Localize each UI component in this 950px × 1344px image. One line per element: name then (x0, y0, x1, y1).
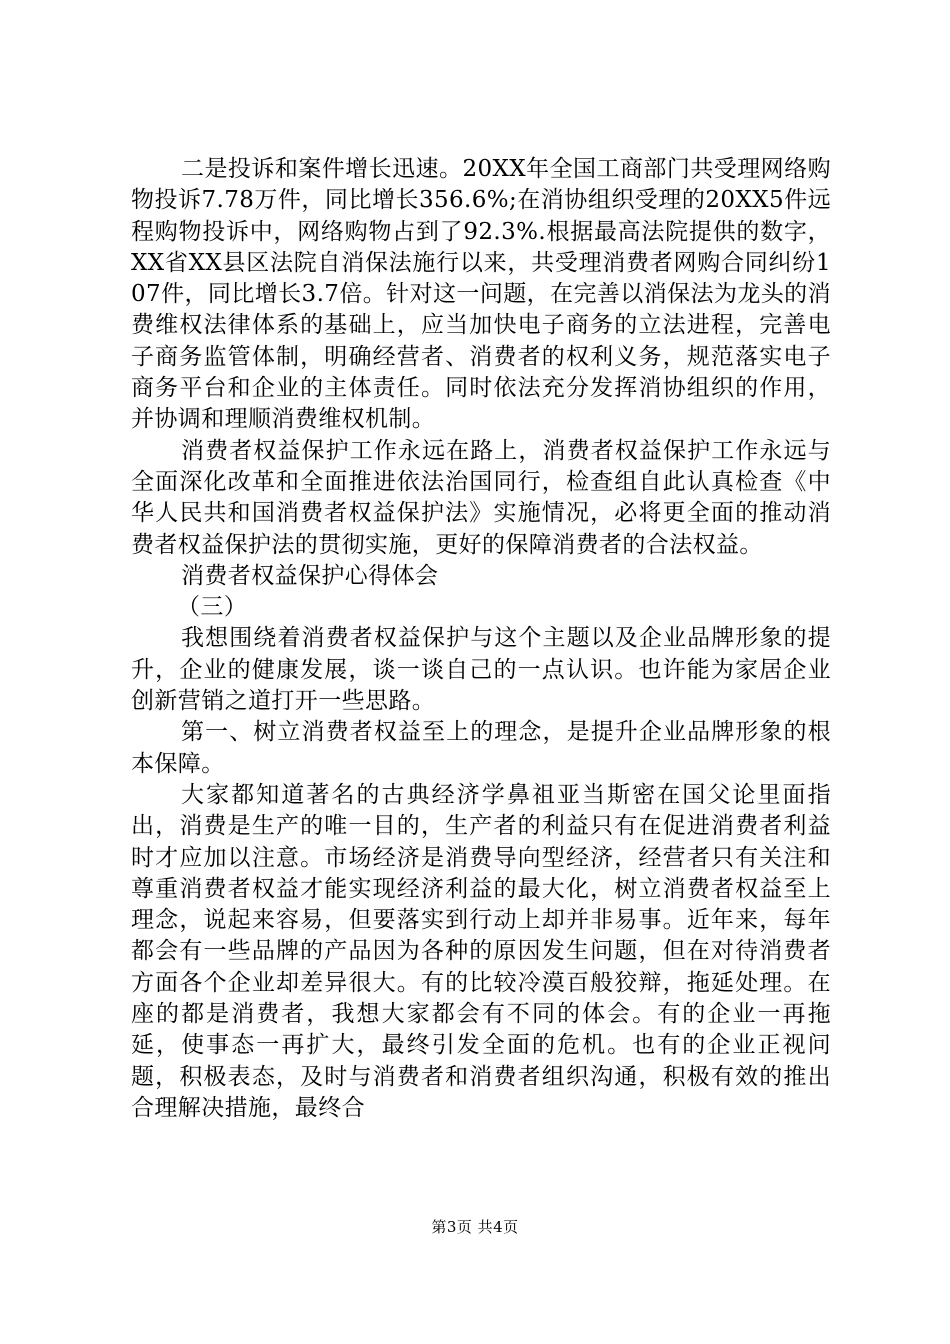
document-body (131, 154, 831, 1124)
paragraph-adam-smith: 大家都知道著名的古典经济学鼻祖亚当斯密在国父论里面指出，消费是生产的唯一目的，生产者的利益只有在促进消费者利益时才应加以注意。市场经济是消费导向型经济，经营者只有关注和尊重消费者权益才能实现经济利益的最大化，树立消费者权益至上理念，说起来容易，但要落实到行动上却并非易事。近年来，每年都会有一些品牌的产品因为各种的原因发生问题，但在对待消费者方面各个企业却差异很大。有的比较冷漠百般狡辩，拖延处理。在座的都是消费者，我想大家都会有不同的体会。有的企业一再拖延，使事态一再扩大，最终引发全面的危机。也有的企业正视问题，积极表态，及时与消费者和消费者组织沟通，积极有效的推出合理解决措施，最终合 (131, 781, 831, 1121)
paragraph-consumer-protection-road: 消费者权益保护工作永远在路上，消费者权益保护工作永远与全面深化改革和全面推进依法治国同行，检查组自此认真检查《中华人民共和国消费者权益保护法》实施情况，必将更全面的推动消费者权益保护法的贯彻实施，更好的保障消费者的合法权益。 (131, 437, 831, 558)
page-footer: 第3页 共4页 (431, 1218, 519, 1236)
paragraph-first-point: 第一、树立消费者权益至上的理念，是提升企业品牌形象的根本保障。 (131, 719, 831, 777)
paragraph-intro: 我想围绕着消费者权益保护与这个主题以及企业品牌形象的提升，企业的健康发展，谈一谈自己的一点认识。也许能为家居企业创新营销之道打开一些思路。 (131, 625, 831, 715)
section-title: 消费者权益保护心得体会 (181, 562, 439, 589)
paragraph-complaints-growth: 二是投诉和案件增长迅速。20XX年全国工商部门共受理网络购物投诉7.78万件，同比增长356.6%;在消协组织受理的20XX5件远程购物投诉中，网络购物占到了92.3%.根据最高法院提供的数字，XX省XX县区法院自消保法施行以来，共受理消费者网购合同纠纷107件，同比增长3.7倍。针对这一问题，在完善以消保法为龙头的消费维权法律体系的基础上，应当加快电子商务的立法进程，完善电子商务监管体制，明确经营者、消费者的权利义务，规范落实电子商务平台和企业的主体责任。同时依法充分发挥消协组织的作用，并协调和理顺消费维权机制。 (131, 156, 831, 433)
section-number: （三） (177, 594, 248, 621)
